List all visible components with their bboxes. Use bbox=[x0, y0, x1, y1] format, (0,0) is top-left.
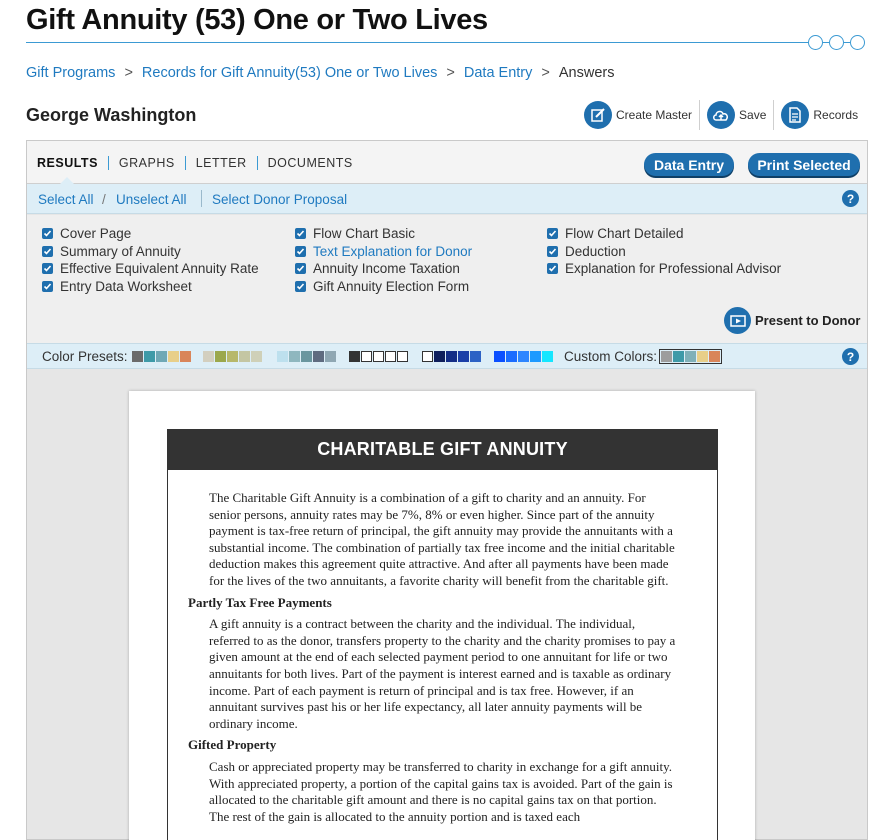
checkbox-checked-icon bbox=[547, 246, 558, 257]
report-checkbox[interactable]: Cover Page bbox=[42, 226, 131, 241]
checkbox-checked-icon bbox=[42, 281, 53, 292]
records-label: Records bbox=[813, 108, 859, 122]
document-section-text: Cash or appreciated property may be transferred to charity in exchange for a gift annuity. With appreciated property, a portion of the capital gains tax is avoided. Part of the gain is allocated to the charitable gift amount and there is no capital gains tax on that portion. The rest of the gain is allocated to the annuity portion and is taxed each bbox=[209, 758, 673, 824]
custom-colors-label: Custom Colors: bbox=[564, 349, 658, 364]
records-button[interactable] bbox=[781, 101, 858, 129]
color-presets-bar bbox=[27, 343, 867, 369]
checkbox-checked-icon bbox=[42, 228, 53, 239]
checkbox-checked-icon bbox=[295, 228, 306, 239]
color-preset-swatch[interactable] bbox=[203, 351, 263, 362]
report-checkbox[interactable]: Flow Chart Basic bbox=[295, 226, 415, 241]
color-preset-swatch[interactable] bbox=[349, 351, 409, 362]
report-checkbox[interactable]: Deduction bbox=[547, 244, 626, 259]
edit-icon bbox=[584, 101, 612, 129]
tab-documents[interactable]: DOCUMENTS bbox=[257, 156, 363, 170]
breadcrumb-data-entry[interactable]: Data Entry bbox=[463, 65, 533, 81]
report-checkbox[interactable]: Gift Annuity Election Form bbox=[295, 279, 469, 294]
tab-results[interactable]: RESULTS bbox=[37, 156, 98, 170]
report-checkbox[interactable]: Explanation for Professional Advisor bbox=[547, 261, 781, 276]
document-preview bbox=[129, 391, 755, 840]
checkbox-checked-icon bbox=[42, 263, 53, 274]
document-section-title: Gifted Property bbox=[188, 737, 277, 753]
toolbar-divider bbox=[699, 100, 700, 130]
report-checkbox[interactable]: Summary of Annuity bbox=[42, 244, 181, 259]
checkbox-checked-icon bbox=[547, 228, 558, 239]
cloud-upload-icon bbox=[707, 101, 735, 129]
breadcrumb bbox=[26, 65, 614, 81]
report-checkbox[interactable]: Effective Equivalent Annuity Rate bbox=[42, 261, 259, 276]
results-panel bbox=[26, 140, 868, 840]
document-intro: The Charitable Gift Annuity is a combination of a gift to charity and an annuity. For senior persons, annuity rates may be 7%, 8% or even higher. Since part of the annuity payment is tax-free return of principal, the gift annuity may provide the annuitants with a substantial income. The combination of partially tax free income and the initial charitable deduction makes this agreement quite attractive. And after all payments have been made for the lives of the two annuitants, a favorite charity will benefit from the charitable gift. bbox=[209, 490, 675, 588]
checkbox-checked-icon bbox=[295, 263, 306, 274]
create-master-label: Create Master bbox=[616, 108, 693, 122]
color-preset-swatch[interactable] bbox=[494, 351, 554, 362]
color-preset-swatch[interactable] bbox=[132, 351, 192, 362]
color-presets-label: Color Presets: bbox=[42, 349, 128, 364]
data-entry-button[interactable]: Data Entry bbox=[644, 153, 734, 176]
unselect-all-link[interactable]: Unselect All bbox=[116, 192, 187, 207]
color-preset-swatch[interactable] bbox=[422, 351, 482, 362]
report-checkbox[interactable]: Text Explanation for Donor bbox=[295, 244, 472, 259]
title-divider bbox=[26, 42, 816, 43]
donor-name: George Washington bbox=[26, 105, 197, 125]
selection-bar bbox=[27, 184, 867, 214]
tab-bar bbox=[27, 141, 867, 184]
help-icon[interactable]: ? bbox=[842, 348, 859, 365]
help-icon[interactable]: ? bbox=[842, 190, 859, 207]
presentation-icon bbox=[724, 307, 751, 334]
document-body bbox=[167, 470, 718, 840]
page-title: Gift Annuity (53) One or Two Lives bbox=[26, 4, 488, 36]
breadcrumb-separator: > bbox=[124, 65, 133, 81]
breadcrumb-gift-programs[interactable]: Gift Programs bbox=[26, 65, 116, 81]
document-section-text: A gift annuity is a contract between the charity and the individual. The individual, referred to as the donor, transfers property to the charity and the charity promises to pay a given amount at the end of each selected payment period to one annuitant for life or two annuitants for both lives. Part of the payment is interest earned and is taxable as ordinary income. Part of each payment is return of principal and is tax free. However, if an annuitant survives past his or her life expectancy, all later annuity payments will be ordinary income. bbox=[209, 616, 676, 731]
tab-graphs[interactable]: GRAPHS bbox=[108, 156, 185, 170]
checkbox-checked-icon bbox=[295, 281, 306, 292]
select-all-link[interactable]: Select All bbox=[38, 192, 94, 207]
create-master-button[interactable] bbox=[584, 101, 692, 129]
toolbar-divider bbox=[773, 100, 774, 130]
document-header: CHARITABLE GIFT ANNUITY bbox=[167, 429, 718, 470]
checkbox-checked-icon bbox=[42, 246, 53, 257]
selection-slash: / bbox=[102, 192, 106, 207]
document-icon bbox=[781, 101, 809, 129]
custom-colors-swatch[interactable] bbox=[659, 349, 722, 364]
present-to-donor-button[interactable] bbox=[724, 307, 860, 334]
breadcrumb-current: Answers bbox=[558, 65, 615, 81]
breadcrumb-separator: > bbox=[541, 65, 550, 81]
active-tab-indicator bbox=[60, 177, 74, 184]
checkbox-checked-icon bbox=[547, 263, 558, 274]
select-donor-proposal-link[interactable]: Select Donor Proposal bbox=[212, 192, 348, 207]
selection-divider bbox=[201, 190, 202, 207]
report-checkbox[interactable]: Entry Data Worksheet bbox=[42, 279, 192, 294]
checkbox-checked-icon bbox=[295, 246, 306, 257]
report-checkbox[interactable]: Flow Chart Detailed bbox=[547, 226, 684, 241]
record-toolbar bbox=[584, 100, 858, 130]
title-ornament bbox=[808, 35, 865, 50]
report-checkbox[interactable]: Annuity Income Taxation bbox=[295, 261, 460, 276]
document-section-title: Partly Tax Free Payments bbox=[188, 594, 332, 610]
report-checklist bbox=[27, 215, 867, 343]
breadcrumb-separator: > bbox=[446, 65, 455, 81]
present-to-donor-label: Present to Donor bbox=[755, 313, 861, 328]
save-label: Save bbox=[739, 108, 767, 122]
breadcrumb-records[interactable]: Records for Gift Annuity(53) One or Two Lives bbox=[141, 65, 438, 81]
color-preset-swatch[interactable] bbox=[277, 351, 337, 362]
save-button[interactable] bbox=[707, 101, 766, 129]
tab-letter[interactable]: LETTER bbox=[185, 156, 257, 170]
print-selected-button[interactable]: Print Selected bbox=[748, 153, 860, 176]
